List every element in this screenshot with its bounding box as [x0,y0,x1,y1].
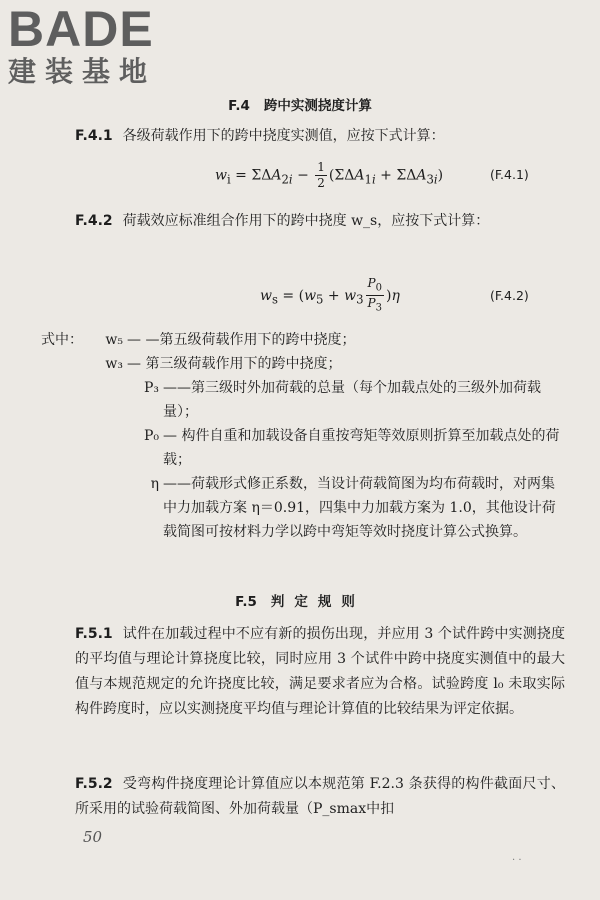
clause-f41 [75,124,565,149]
variable-item [75,352,565,376]
fraction-p0-p3: $\frac{P_0}{P_3}$ [367,276,382,314]
footer-mark: . . [512,852,522,863]
variable-description: — 构件自重和加载设备自重按弯矩等效原则折算至加载点处的荷载； [163,428,560,468]
where-lead: 式中： [41,332,83,348]
section-f4-number: F.4 [228,98,250,114]
clause-f42 [75,209,565,234]
logo-brand: BADE [8,1,154,57]
variable-item [75,424,565,472]
clause-f51 [75,622,565,722]
formula-f41: $w_i = \Sigma\Delta A_{2i}$ − $\frac{1}{2}$ $(\Sigma\Delta A_{1i} + \Sigma\Delta A_{3i})$ [215,160,444,190]
variable-symbol: P₃ [143,380,159,396]
equation-number-f41: (F.4.1) [490,167,529,182]
clause-f51-text: 试件在加载过程中不应有新的损伤出现，并应用 3 个试件跨中实测挠度的平均值与理论计算挠度比较，同时应用 3 个试件中跨中挠度实测值中的最大值与本规范规定的允许挠度比较，满足要求者应为合格。试验跨度 l₀ 未取实际构件跨度时，应以实测挠度平均值与理论计算值的比较结果为评定依据。 [75,626,565,717]
variable-description: — —第五级荷载作用下的跨中挠度； [127,332,356,348]
clause-f52 [75,772,565,822]
clause-f41-text: 各级荷载作用下的跨中挠度实测值，应按下式计算： [122,128,445,144]
variable-item [41,328,565,352]
clause-f52-text: 受弯构件挠度理论计算值应以本规范第 F.2.3 条获得的构件截面尺寸、所采用的试验荷载简图、外加荷载量（P_smax中扣 [75,776,565,817]
fraction-half: $\frac{1}{2}$ [317,160,325,190]
variable-description: — 第三级荷载作用下的跨中挠度； [127,356,342,372]
variable-item [75,376,565,424]
clause-f41-number: F.4.1 [75,128,113,144]
variable-symbol: η [150,476,159,492]
site-logo [8,1,157,88]
variable-description: ——荷载形式修正系数，当设计荷载简图为均布荷载时，对两集中力加载方案 η＝0.91，四集中力加载方案为 1.0，其他设计荷载简图可按材料力学以跨中弯矩等效时挠度计算公式换算。 [163,476,556,540]
section-f5-title: 判定规则 [270,594,365,610]
section-f5-heading [0,590,600,610]
clause-f52-number: F.5.2 [75,776,113,792]
equation-number-f42: (F.4.2) [490,288,529,303]
variable-symbol: w₅ [105,332,123,348]
page-number: 50 [83,828,103,846]
clause-f42-number: F.4.2 [75,213,113,229]
clause-f42-text: 荷载效应标准组合作用下的跨中挠度 w_s，应按下式计算： [122,213,490,229]
variable-symbol: w₃ [105,356,123,372]
section-f5-number: F.5 [235,594,257,610]
variable-definitions [41,328,565,544]
logo-subtitle: 建装基地 [8,55,157,88]
variable-description: ——第三级时外加荷载的总量（每个加载点处的三级外加荷载量）； [163,380,541,420]
clause-f51-number: F.5.1 [75,626,113,642]
section-f4-heading [0,94,600,114]
section-f4-title: 跨中实测挠度计算 [263,98,372,114]
variable-symbol: P₀ [143,428,159,444]
formula-f42: $w_s = (w_5 + w_3$ $\frac{P_0}{P_3}$ )η [260,276,400,314]
variable-item [75,472,565,544]
